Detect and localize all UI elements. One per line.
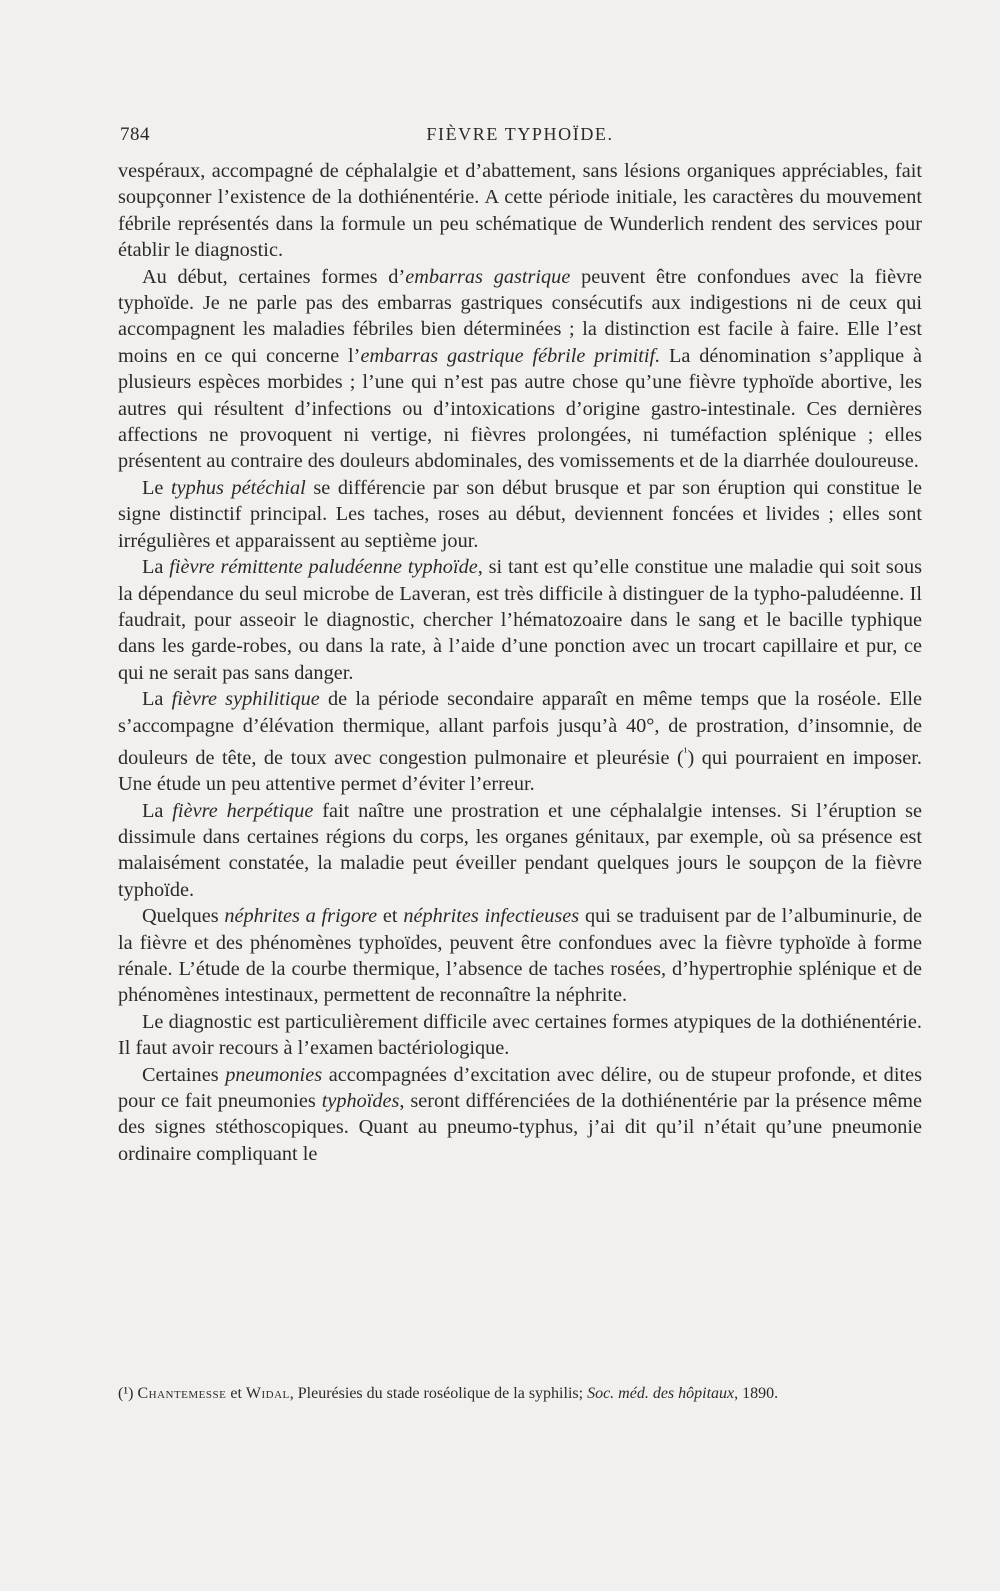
footnote-text: , Pleurésies du stade roséolique de la syphilis; bbox=[289, 1385, 588, 1402]
text-run: La bbox=[142, 556, 170, 579]
paragraph bbox=[118, 475, 922, 554]
italic-term: fièvre herpétique bbox=[172, 799, 314, 822]
text-run: de la période secondaire apparaît en même temps que la roséole. Elle s’accompagne d’élévation thermique, allant parfois jusqu’à 40°, de prostration, d’insomnie, de douleurs de tête, de toux avec congestion pulmonaire et pleurésie ( bbox=[118, 688, 922, 769]
text-run: La bbox=[142, 799, 173, 822]
footnote bbox=[118, 1383, 922, 1404]
italic-term: typhoïdes bbox=[321, 1089, 400, 1112]
footnote-author-2: Widal bbox=[245, 1385, 290, 1402]
footnote-author-1: Chantemesse bbox=[137, 1385, 227, 1402]
italic-term: pneumonies bbox=[225, 1063, 323, 1086]
text-run: La dénomination s’applique à plusieurs espèces morbides ; l’une qui n’est pas autre chose qu’une fièvre typhoïde abortive, les autres qui résultent d’infections ou d’intoxications d’origine gastro-intestinale. Ces dernières affections ne provoquent ni vertige, ni fièvres prolongées, ni tuméfaction splénique ; elles présentent au contraire des douleurs abdominales, des vomissements et de la diarrhée douloureuse. bbox=[118, 344, 922, 473]
text-run: se différencie par son début brusque et par son éruption qui constitue le signe distinctif principal. Les taches, roses au début, deviennent foncées et livides ; elles sont irrégulières et apparaissent au septième jour. bbox=[118, 476, 922, 552]
text-run: Le bbox=[142, 476, 171, 499]
italic-term: typhus pétéchial bbox=[170, 476, 306, 499]
paragraph bbox=[118, 686, 922, 797]
italic-term: néphrites infectieuses bbox=[403, 905, 580, 928]
body-text bbox=[118, 158, 922, 1167]
italic-term: fièvre syphilitique bbox=[171, 688, 320, 711]
italic-term: embarras gastrique fébrile primitif. bbox=[360, 344, 661, 367]
paragraph bbox=[118, 1062, 922, 1168]
text-run: et bbox=[377, 905, 404, 928]
italic-term: fièvre rémittente paludéenne typhoïde bbox=[169, 556, 478, 579]
paragraph bbox=[118, 903, 922, 1009]
italic-term: néphrites a frigore bbox=[224, 905, 378, 928]
text-run: vespéraux, accompagné de céphalalgie et d’abattement, sans lésions organiques appréciables, fait soupçonner l’existence de la dothiénentérie. A cette période initiale, les caractères du mouvement fébrile représentés dans la formule un peu schématique de Wunderlich rendent des services pour établir le diagnostic. bbox=[118, 160, 922, 262]
paragraph bbox=[118, 158, 922, 264]
text-run: ) qui pourraient en imposer. Une étude un peu attentive permet d’éviter l’erreur. bbox=[118, 746, 922, 796]
text-run: La bbox=[142, 688, 172, 711]
running-title: FIÈVRE TYPHOÏDE. bbox=[426, 124, 614, 144]
text-run: qui se traduisent par de l’albuminurie, de la fièvre et des phénomènes typhoïdes, peuvent être confondues avec la fièvre typhoïde à forme rénale. L’étude de la courbe thermique, l’absence de taches rosées, d’hypertrophie splénique et de phénomènes intestinaux, permettent de reconnaître la néphrite. bbox=[118, 905, 923, 1007]
paragraph bbox=[118, 798, 922, 904]
page-number: 784 bbox=[120, 124, 150, 145]
footnote-marker: (¹) bbox=[118, 1385, 134, 1402]
text-run: Au début, certaines formes d’ bbox=[142, 265, 406, 288]
paragraph bbox=[118, 554, 922, 686]
footnote-connector: et bbox=[226, 1385, 246, 1402]
text-run: Le diagnostic est particulièrement difficile avec certaines formes atypiques de la dothiénentérie. Il faut avoir recours à l’examen bactériologique. bbox=[118, 1010, 922, 1060]
paragraph bbox=[118, 1009, 922, 1062]
text-run: Quelques bbox=[142, 905, 225, 928]
text-run: fait naître une prostration et une céphalalgie intenses. Si l’éruption se dissimule dans certaines régions du corps, les organes génitaux, par exemple, où sa présence est malaisément constatée, la maladie peut éveiller pendant quelques jours le soupçon de la fièvre typhoïde. bbox=[118, 799, 922, 901]
paragraph bbox=[118, 264, 922, 475]
text-run: ¹ bbox=[683, 744, 688, 759]
text-run: accompagnées d’excitation avec délire, ou de stupeur profonde, et dites pour ce fait pneumonies bbox=[118, 1063, 922, 1112]
text-run: peuvent être confondues avec la fièvre typhoïde. Je ne parle pas des embarras gastriques consécutifs aux indigestions ni de ceux qui accompagnent les maladies fébriles bien déterminées ; la distinction est facile à faire. Elle l’est moins en ce qui concerne l’ bbox=[118, 265, 922, 367]
footnote-journal: Soc. méd. des hôpitaux bbox=[587, 1385, 735, 1402]
page-header bbox=[118, 124, 922, 154]
text-run: , si tant est qu’elle constitue une maladie qui soit sous la dépendance du seul microbe de Laveran, est très difficile à distinguer de la typho-paludéenne. Il faudrait, pour asseoir le diagnostic, chercher l’hématozoaire dans le sang et le bacille typhique dans les garde-robes, ou dans la rate, à l’aide d’une ponction avec un trocart capillaire et pur, ce qui ne serait pas sans danger. bbox=[118, 556, 922, 684]
footnote-year: , 1890. bbox=[734, 1385, 779, 1402]
text-run: , seront différenciées de la dothiénentérie par la présence même des signes stéthoscopiques. Quant au pneumo-typhus, j’ai dit qu’il n’était qu’une pneumonie ordinaire compliquant le bbox=[118, 1089, 923, 1165]
text-run: Certaines bbox=[142, 1063, 226, 1086]
italic-term: embarras gastrique bbox=[405, 265, 571, 288]
